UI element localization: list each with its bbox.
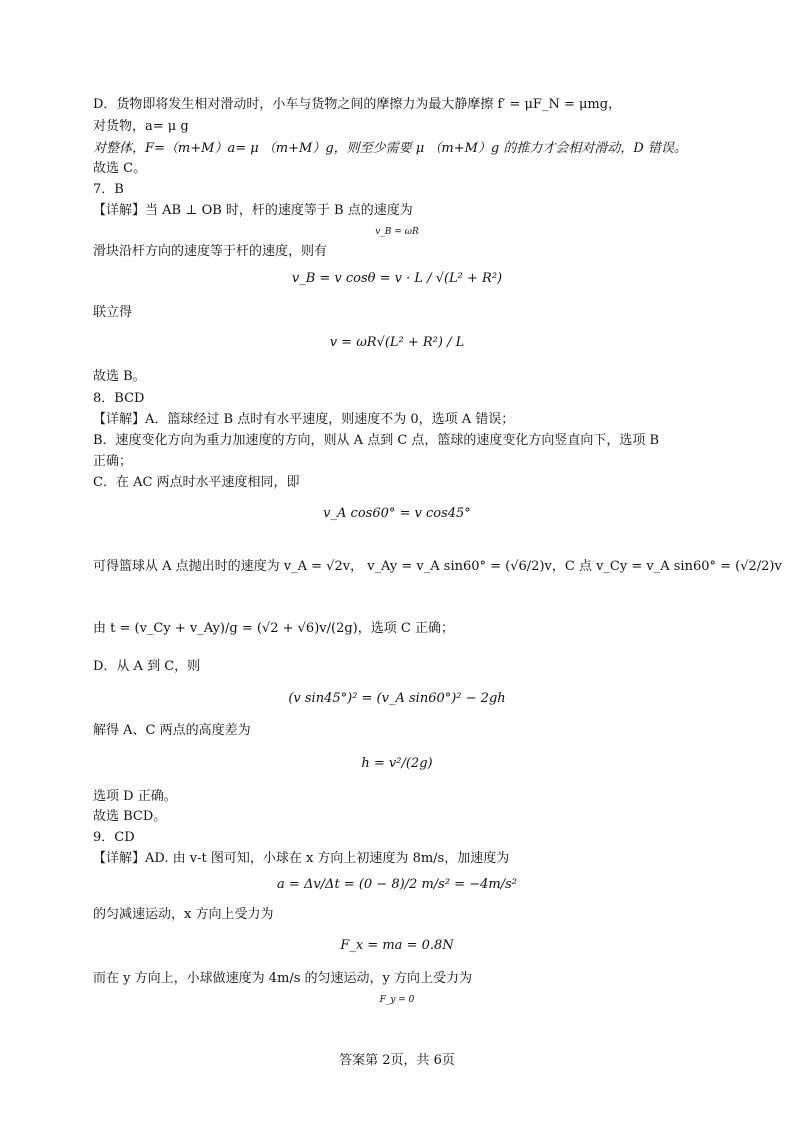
option-d-goods: 对货物，a= μ g	[93, 119, 189, 134]
answer-8: 故选 BCD。	[93, 809, 167, 824]
page-footer: 答案第 2页，共 6页	[339, 1053, 455, 1068]
q8-equation-3: h = v²/(2g)	[361, 756, 433, 771]
q7-equation-2: v_B = v cosθ = v · L / √(L² + R²)	[291, 271, 503, 286]
q9-equation-3: F_y = 0	[379, 995, 415, 1005]
q8-text-2: 可得篮球从 A 点抛出时的速度为 v_A = √2v， v_Ay = v_A sin60° = (√6/2)v，C 点 v_Cy = v_A sin60° = (√2/2)v	[93, 559, 782, 574]
answer-6: 故选 C。	[93, 161, 147, 176]
q8-equation-2: (v sin45°)² = (v_A sin60°)² − 2gh	[288, 691, 506, 706]
q8-option-b-line1: B．速度变化方向为重力加速度的方向，则从 A 点到 C 点，篮球的速度变化方向竖直向下，选项 B	[93, 433, 660, 448]
q9-equation-1: a = Δv/Δt = (0 − 8)/2 m/s² = −4m/s²	[277, 877, 517, 892]
q7-text-3: 联立得	[93, 305, 133, 320]
q8-option-a: 【详解】A．篮球经过 B 点时有水平速度，则速度不为 0，选项 A 错误；	[93, 412, 515, 427]
question-9-heading: 9．CD	[93, 830, 135, 845]
q8-equation-1: v_A cos60° = v cos45°	[323, 506, 471, 521]
q7-text-2: 滑块沿杆方向的速度等于杆的速度，则有	[93, 244, 328, 259]
q8-option-c: C．在 AC 两点时水平速度相同，即	[93, 475, 300, 490]
q9-equation-2: F_x = ma = 0.8N	[340, 938, 454, 953]
answer-7: 故选 B。	[93, 369, 146, 384]
q7-equation-3: v = ωR√(L² + R²) / L	[329, 335, 465, 350]
option-d-friction: D．货物即将发生相对滑动时，小车与货物之间的摩擦力为最大静摩擦 f′ = μF_N = μmg，	[93, 97, 622, 112]
q8-text-5: 选项 D 正确。	[93, 789, 177, 804]
q8-text-3: 由 t = (v_Cy + v_Ay)/g = (√2 + √6)v/(2g)，选项 C 正确；	[93, 621, 454, 636]
q8-text-4: 解得 A、C 两点的高度差为	[93, 723, 251, 738]
question-7-heading: 7．B	[93, 182, 124, 197]
q9-text-3: 而在 y 方向上，小球做速度为 4m/s 的匀速运动，y 方向上受力为	[93, 971, 472, 986]
q8-option-d: D．从 A 到 C，则	[93, 659, 201, 674]
q9-text-2: 的匀减速运动，x 方向上受力为	[93, 907, 274, 922]
q7-equation-1: v_B = ωR	[375, 227, 419, 237]
q8-option-b-line2: 正确；	[93, 454, 133, 469]
q9-option-ad: 【详解】AD. 由 v-t 图可知，小球在 x 方向上初速度为 8m/s，加速度为	[93, 851, 510, 866]
question-7-detail: 【详解】当 AB ⊥ OB 时，杆的速度等于 B 点的速度为	[93, 203, 413, 218]
option-d-whole: 对整体，F=（m+M）a= μ （m+M）g，则至少需要 μ （m+M）g 的推力才会相对滑动，D 错误。	[93, 141, 687, 156]
question-8-heading: 8．BCD	[93, 391, 145, 406]
